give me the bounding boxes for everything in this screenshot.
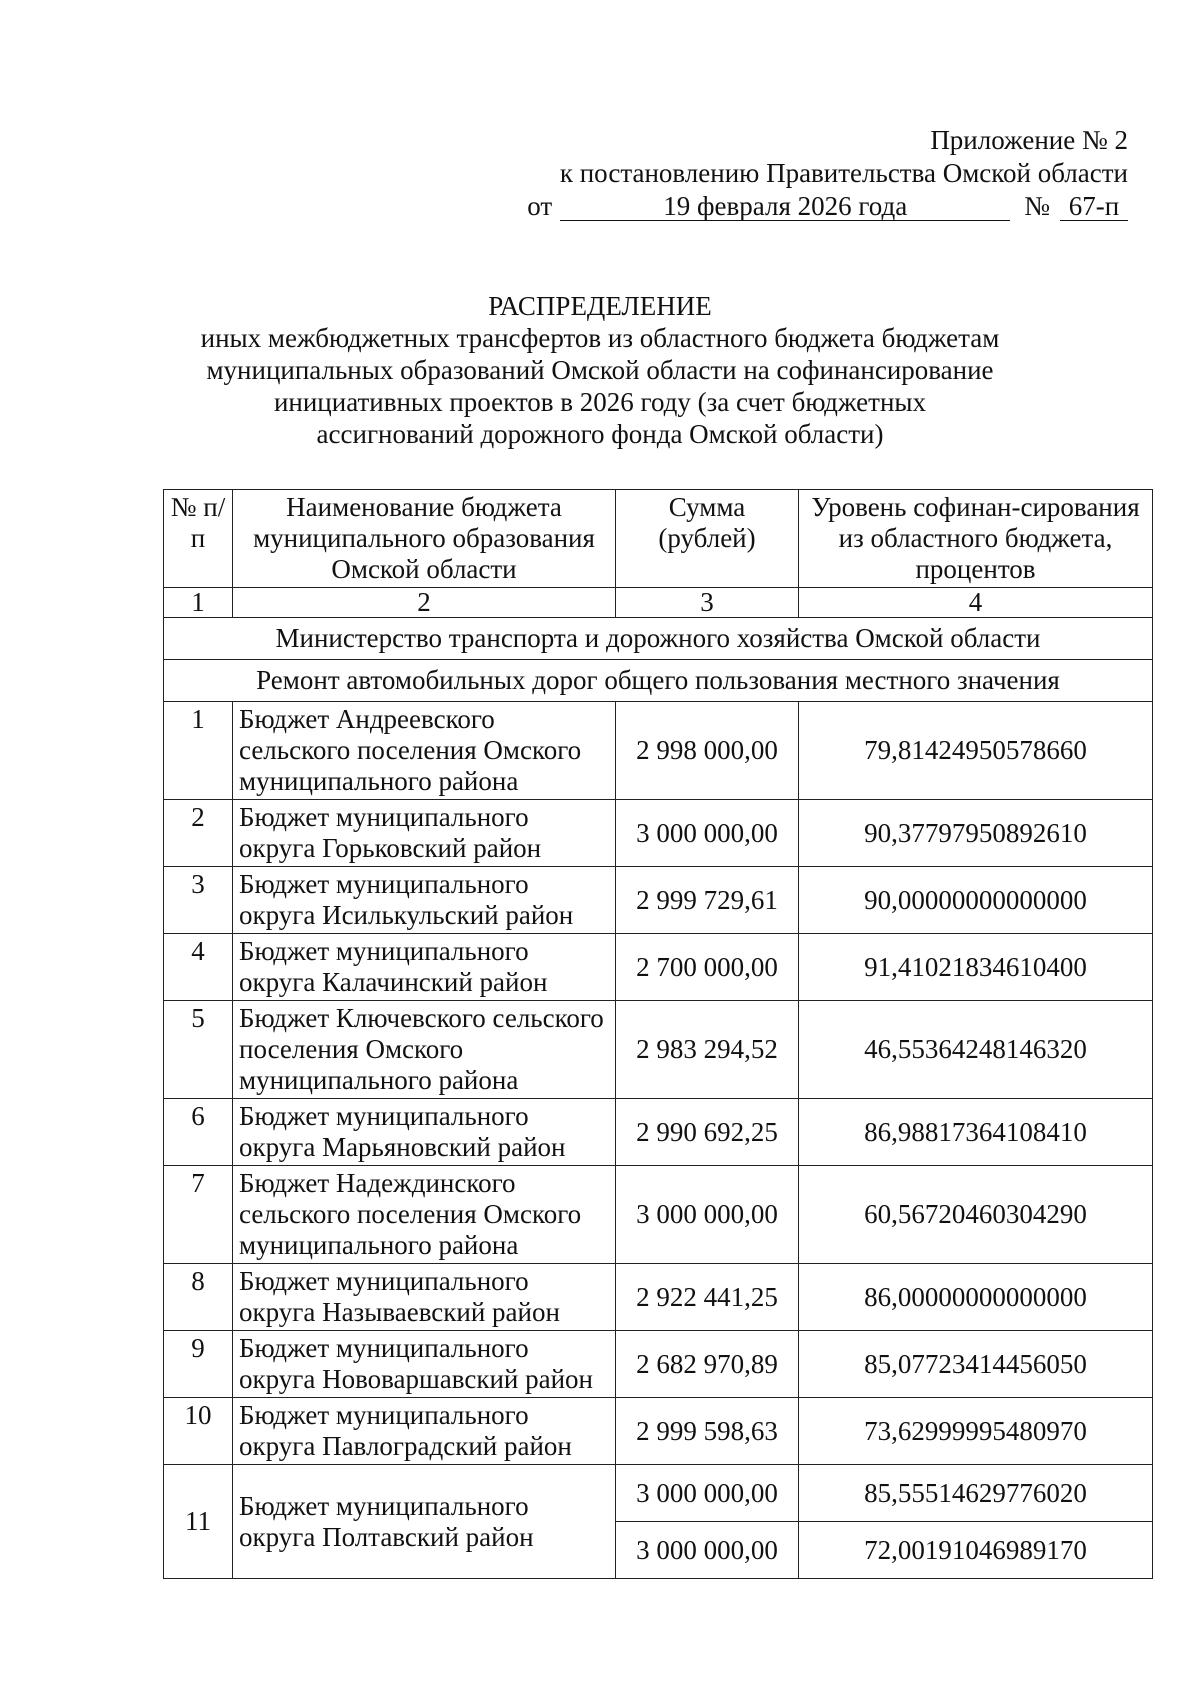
row-num: 7 [164,1166,233,1264]
resolution-date: 19 февраля 2026 года [560,192,1010,221]
column-index: 4 [799,588,1153,618]
title-heading: РАСПРЕДЕЛЕНИЕ [488,291,712,321]
column-index: 1 [164,588,233,618]
row-sum: 3 000 000,00 [616,1465,799,1522]
row-num: 4 [164,934,233,1001]
row-sum: 3 000 000,00 [616,1166,799,1264]
row-pct: 90,00000000000000 [799,867,1153,934]
column-index: 3 [616,588,799,618]
row-budget-name: Бюджет Ключевского сельского поселения Омского муниципального района [233,1001,616,1099]
row-pct: 86,98817364108410 [799,1099,1153,1166]
row-budget-name: Бюджет муниципального округа Называевский район [233,1264,616,1331]
row-pct: 46,55364248146320 [799,1001,1153,1099]
row-pct: 72,00191046989170 [799,1522,1153,1579]
row-budget-name: Бюджет муниципального округа Горьковский район [233,800,616,867]
table-header-row [164,490,1153,588]
distribution-table [163,489,1153,1579]
row-num: 2 [164,800,233,867]
row-sum: 2 983 294,52 [616,1001,799,1099]
row-budget-name: Бюджет муниципального округа Нововаршавский район [233,1331,616,1398]
row-num: 9 [164,1331,233,1398]
appendix-reference: к постановлению Правительства Омской области [559,158,1128,188]
row-pct: 85,55514629776020 [799,1465,1153,1522]
row-pct: 85,07723414456050 [799,1331,1153,1398]
table-row [164,1166,1153,1264]
resolution-number: 67-п [1060,192,1128,221]
row-budget-name: Бюджет муниципального округа Исилькульский район [233,867,616,934]
header-num: № п/п [164,490,233,588]
header-name: Наименование бюджета муниципального образования Омской области [233,490,616,588]
row-sum: 2 998 000,00 [616,702,799,800]
row-sum: 3 000 000,00 [616,800,799,867]
row-budget-name: Бюджет муниципального округа Полтавский район [233,1465,616,1579]
column-index-row [164,588,1153,618]
table-row [164,1264,1153,1331]
row-budget-name: Бюджет муниципального округа Павлоградский район [233,1398,616,1465]
table-row [164,1465,1153,1522]
number-label: № [1024,191,1050,221]
appendix-title: Приложение № 2 [930,125,1128,155]
header-sum: Сумма (рублей) [616,490,799,588]
table-row [164,1001,1153,1099]
row-budget-name: Бюджет муниципального округа Марьяновский район [233,1099,616,1166]
row-num: 5 [164,1001,233,1099]
table-row [164,702,1153,800]
row-pct: 86,00000000000000 [799,1264,1153,1331]
ministry-name: Министерство транспорта и дорожного хозяйства Омской области [164,618,1153,660]
header-pct: Уровень софинан-сирования из областного бюджета, процентов [799,490,1153,588]
row-pct: 60,56720460304290 [799,1166,1153,1264]
section-name: Ремонт автомобильных дорог общего пользования местного значения [164,660,1153,702]
title-line: муниципальных образований Омской области на софинансирование [206,355,994,385]
from-label: от [527,191,553,221]
row-num: 8 [164,1264,233,1331]
row-pct: 79,81424950578660 [799,702,1153,800]
row-num: 1 [164,702,233,800]
row-num: 10 [164,1398,233,1465]
column-index: 2 [233,588,616,618]
row-num: 3 [164,867,233,934]
ministry-row [164,618,1153,660]
row-sum: 2 999 598,63 [616,1398,799,1465]
row-sum: 2 990 692,25 [616,1099,799,1166]
title-line: иных межбюджетных трансфертов из областного бюджета бюджетам [200,323,1000,353]
document-title [150,290,1050,450]
row-budget-name: Бюджет муниципального округа Калачинский район [233,934,616,1001]
row-budget-name: Бюджет Надеждинского сельского поселения Омского муниципального района [233,1166,616,1264]
title-line: ассигнований дорожного фонда Омской области) [316,419,884,449]
row-sum: 2 922 441,25 [616,1264,799,1331]
row-sum: 2 999 729,61 [616,867,799,934]
title-line: инициативных проектов в 2026 году (за счет бюджетных [273,387,927,417]
row-sum: 2 682 970,89 [616,1331,799,1398]
row-sum: 3 000 000,00 [616,1522,799,1579]
section-row [164,660,1153,702]
row-num: 11 [164,1465,233,1579]
row-sum: 2 700 000,00 [616,934,799,1001]
appendix-block [508,124,1128,223]
table-row [164,867,1153,934]
row-pct: 90,37797950892610 [799,800,1153,867]
row-pct: 73,62999995480970 [799,1398,1153,1465]
row-num: 6 [164,1099,233,1166]
table-row [164,1398,1153,1465]
row-budget-name: Бюджет Андреевского сельского поселения Омского муниципального района [233,702,616,800]
table-row [164,934,1153,1001]
appendix-dateline [508,190,1128,223]
table-row [164,800,1153,867]
table-row [164,1331,1153,1398]
row-pct: 91,41021834610400 [799,934,1153,1001]
table-row [164,1099,1153,1166]
